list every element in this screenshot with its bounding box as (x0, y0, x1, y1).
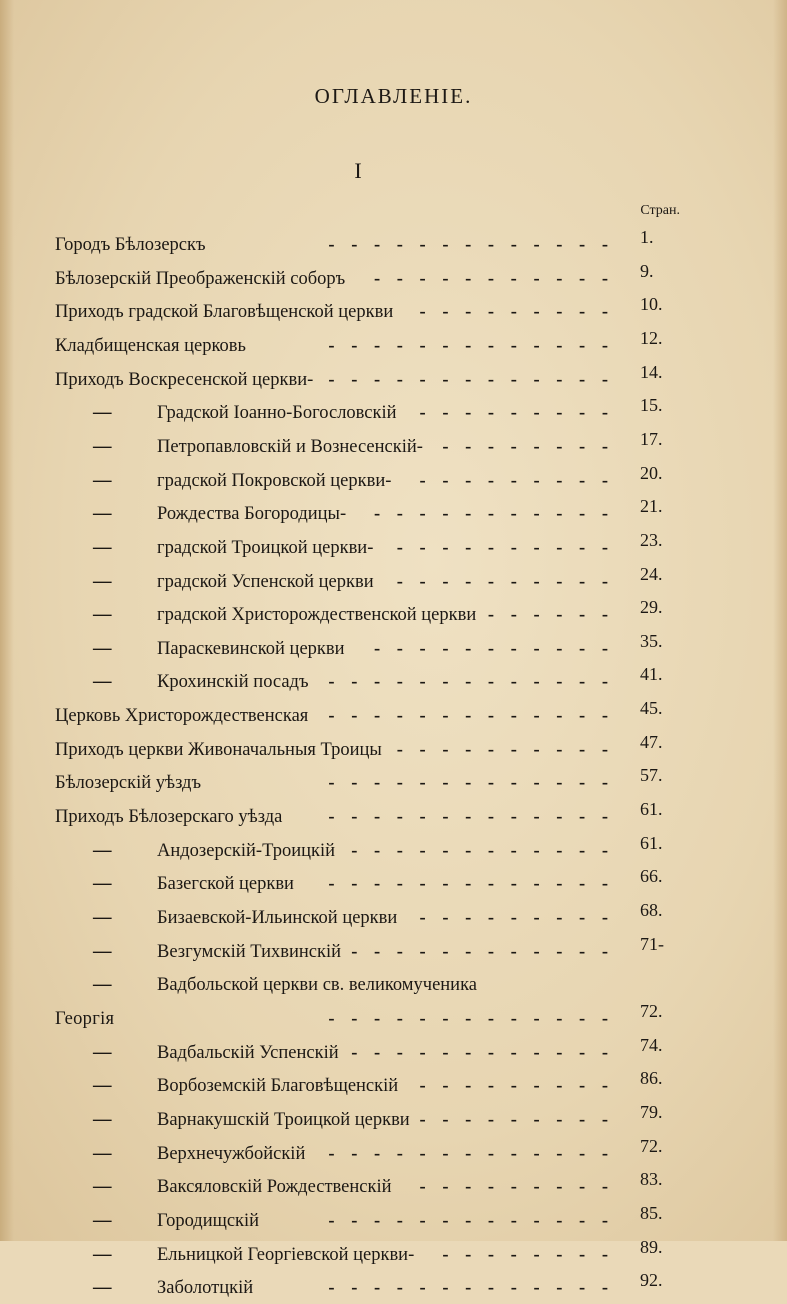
toc-entry-dash: — (93, 471, 112, 491)
toc-entry-title: Бизаевской-Ильинской церкви (157, 908, 398, 928)
toc-entry-leader: - - - - - - - - - - - - - (328, 773, 614, 793)
toc-entry-leader: - - - - - - - - - - - - - (328, 1211, 614, 1231)
toc-entry-leader: - - - - - - - - - - - (373, 504, 614, 524)
toc-entry-leader: - - - - - - - - - - - - - (328, 370, 614, 390)
toc-entry-leader: - - - - - - - - - - - - (351, 942, 614, 962)
toc-entry-page-number: 20. (640, 463, 663, 483)
toc-entry-page-number: 14. (640, 362, 663, 382)
toc-entry-leader: - - - - - - - - - - (396, 572, 614, 592)
toc-entry-dash: — (93, 1110, 112, 1130)
toc-entry-page-number: 83. (640, 1169, 663, 1189)
toc-entry-page-number: 71- (640, 934, 664, 954)
toc-entry-title: Ельницкой Георгіевской церкви- (157, 1245, 415, 1265)
page-title: ОГЛАВЛЕНІЕ. (314, 84, 473, 108)
toc-entry-title: Георгія (55, 1009, 115, 1029)
toc-entry-title: Приходъ Воскресенской церкви- (55, 370, 314, 390)
toc-entry-page-number: 61. (640, 833, 663, 853)
toc-entry-page-number: 72. (640, 1136, 663, 1156)
toc-entry-title: Приходъ Бѣлозерскаго уѣзда (55, 807, 283, 827)
toc-entry-title: Кладбищенская церковь (55, 336, 246, 356)
toc-entry-page-number: 89. (640, 1237, 663, 1257)
toc-entry-dash: — (93, 1211, 112, 1231)
toc-entry (0, 1272, 787, 1304)
toc-entry-title: Петропавловскій и Вознесенскій- (157, 437, 423, 457)
toc-entry-page-number: 29. (640, 597, 663, 617)
toc-entry-title: Верхнечужбойскій (157, 1144, 306, 1164)
toc-entry-leader: - - - - - - - - - - - - - (328, 874, 614, 894)
toc-entry-page-number: 35. (640, 631, 663, 651)
toc-entry-dash: — (93, 403, 112, 423)
toc-entry-title: Городищскій (157, 1211, 260, 1231)
toc-entry-page-number: 66. (640, 866, 663, 886)
toc-entry-page-number: 21. (640, 496, 663, 516)
toc-entry-leader: - - - - - - - - - - - - (351, 1043, 614, 1063)
toc-entry-page-number: 86. (640, 1068, 663, 1088)
toc-entry-page-number: 10. (640, 294, 663, 314)
toc-entry-dash: — (93, 1144, 112, 1164)
toc-entry-title: Приходъ градской Благовѣщенской церкви (55, 302, 394, 322)
toc-entry-title: Рождества Богородицы- (157, 504, 347, 524)
toc-entry-title: градской Христорождественской церкви (157, 605, 477, 625)
toc-entry-leader: - - - - - - - - - - - - - (328, 336, 614, 356)
toc-entry-leader: - - - - - - - - - (419, 908, 614, 928)
toc-entry-title: Городъ Бѣлозерскъ (55, 235, 206, 255)
toc-entry-title: Андозерскій-Троицкій (157, 841, 336, 861)
toc-entry-page-number: 47. (640, 732, 663, 752)
toc-entry-title: Приходъ церкви Живоначальныя Троицы (55, 740, 382, 760)
toc-entry-title: градской Троицкой церкви- (157, 538, 374, 558)
toc-entry-dash: — (93, 605, 112, 625)
toc-entry-page-number: 85. (640, 1203, 663, 1223)
toc-entry-page-number: 17. (640, 429, 663, 449)
toc-entry-dash: — (93, 672, 112, 692)
toc-entry-title: градской Успенской церкви (157, 572, 374, 592)
toc-entry-title: Церковь Христорождественская (55, 706, 309, 726)
toc-entry-title: Ворбоземскій Благовѣщенскій (157, 1076, 399, 1096)
toc-entry-leader: - - - - - - - - - - - - - (328, 1009, 614, 1029)
toc-entry-leader: - - - - - - - - - (419, 1110, 614, 1130)
toc-entry-dash: — (93, 1245, 112, 1265)
toc-entry-leader: - - - - - - - - - (419, 302, 614, 322)
toc-entry-dash: — (93, 572, 112, 592)
toc-entry-title: Варнакушскій Троицкой церкви (157, 1110, 410, 1130)
toc-entry-leader: - - - - - - - - - - (396, 740, 614, 760)
toc-entry-page-number: 74. (640, 1035, 663, 1055)
toc-entry-dash: — (93, 942, 112, 962)
toc-entry-leader: - - - - - - - - - (419, 1177, 614, 1197)
toc-entry-leader: - - - - - - - - (442, 437, 614, 457)
toc-entry-dash: — (93, 437, 112, 457)
toc-entry-dash: — (93, 1043, 112, 1063)
toc-entry-title: Везгумскій Тихвинскій (157, 942, 342, 962)
section-number: I (354, 158, 362, 183)
toc-entry-page-number: 9. (640, 261, 654, 281)
toc-entry-leader: - - - - - - - - - - - (373, 639, 614, 659)
toc-entry-dash: — (93, 908, 112, 928)
toc-entry-dash: — (93, 841, 112, 861)
toc-entry-leader: - - - - - - - - - - - - - (328, 1278, 614, 1298)
toc-entry-leader: - - - - - - - - - - - - (351, 841, 614, 861)
toc-entry-page-number: 15. (640, 395, 663, 415)
toc-entry-leader: - - - - - - - - - - - (373, 269, 614, 289)
toc-entry-page-number: 72. (640, 1001, 663, 1021)
toc-entry-page-number: 23. (640, 530, 663, 550)
toc-entry-title: Вадбальскій Успенскій (157, 1043, 339, 1063)
toc-entry-title: Бѣлозерскій Преображенскій соборъ (55, 269, 346, 289)
toc-entry-title: Базегской церкви (157, 874, 294, 894)
toc-entry-leader: - - - - - - - - - - (396, 538, 614, 558)
toc-entry-dash: — (93, 639, 112, 659)
toc-entry-leader: - - - - - - - - - - - - - (328, 807, 614, 827)
toc-entry-leader: - - - - - - - - - - - - - (328, 706, 614, 726)
toc-entry-title: Ваксяловскій Рождественскій (157, 1177, 392, 1197)
toc-entry-dash: — (93, 874, 112, 894)
toc-entry-page-number: 41. (640, 664, 663, 684)
toc-entry-leader: - - - - - - - - - (419, 403, 614, 423)
toc-entry-page-number: 68. (640, 900, 663, 920)
toc-entry-page-number: 12. (640, 328, 663, 348)
toc-entry-leader: - - - - - - - - - (419, 1076, 614, 1096)
toc-entry-leader: - - - - - - (487, 605, 614, 625)
toc-entry-page-number: 45. (640, 698, 663, 718)
toc-entry-dash: — (93, 975, 112, 995)
toc-entry-title: Вадбольской церкви св. великомученика (157, 975, 478, 995)
toc-entry-page-number: 57. (640, 765, 663, 785)
toc-entry-leader: - - - - - - - - - - - - - (328, 1144, 614, 1164)
toc-entry-title: Параскевинской церкви (157, 639, 345, 659)
toc-entry-dash: — (93, 1278, 112, 1298)
toc-entry-dash: — (93, 1177, 112, 1197)
page-column-label: Стран. (640, 203, 680, 218)
toc-entry-title: Крохинскій посадъ (157, 672, 309, 692)
toc-entry-title: Бѣлозерскій уѣздъ (55, 773, 202, 793)
toc-entry-title: Градской Іоанно-Богословскій (157, 403, 397, 423)
toc-entry-dash: — (93, 538, 112, 558)
toc-entry (0, 936, 787, 968)
toc-entry-page-number: 79. (640, 1102, 663, 1122)
toc-entry-title: Заболотцкій (157, 1278, 254, 1298)
toc-entry-page-number: 24. (640, 564, 663, 584)
toc-entry-page-number: 1. (640, 227, 654, 247)
toc-entry-leader: - - - - - - - - - (419, 471, 614, 491)
toc-entry-title: градской Покровской церкви- (157, 471, 392, 491)
toc-entry-dash: — (93, 504, 112, 524)
toc-entry-leader: - - - - - - - - - - - - - (328, 235, 614, 255)
toc-entry-leader: - - - - - - - - - - - - - (328, 672, 614, 692)
toc-entry-dash: — (93, 1076, 112, 1096)
toc-entry-page-number: 92. (640, 1270, 663, 1290)
toc-entry-page-number: 61. (640, 799, 663, 819)
toc-entry-leader: - - - - - - - - (442, 1245, 614, 1265)
